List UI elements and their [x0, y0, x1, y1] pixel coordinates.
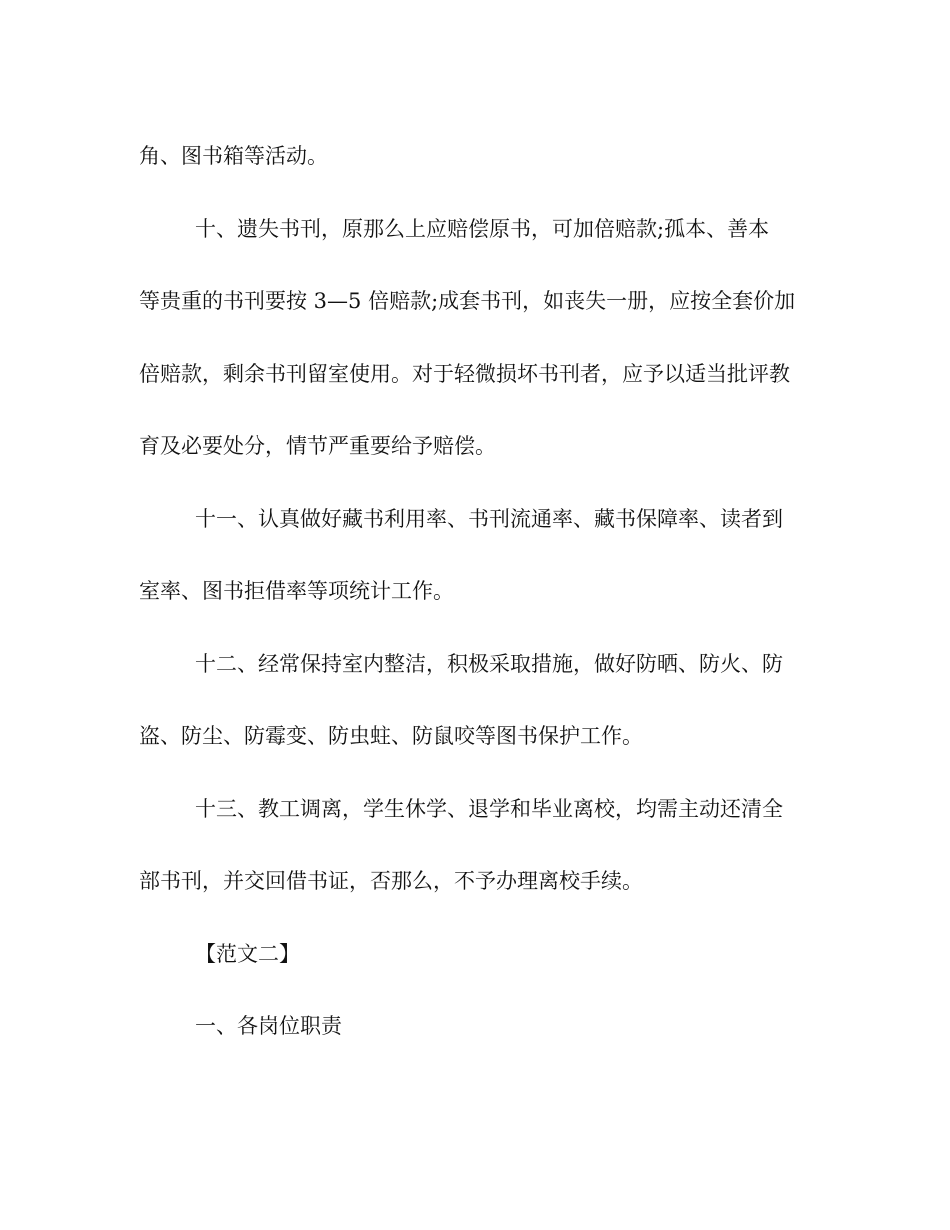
- paragraph-11-line-1: 十一、认真做好藏书利用率、书刊流通率、藏书保障率、读者到: [195, 506, 783, 531]
- paragraph-10-line-1: 十、遗失书刊，原那么上应赔偿原书，可加倍赔款;孤本、善本: [195, 216, 770, 241]
- paragraph-10-line-3: 倍赔款，剩余书刊留室使用。对于轻微损坏书刊者，应予以适当批评教: [139, 361, 790, 386]
- text-line: 角、图书箱等活动。: [139, 144, 328, 168]
- paragraph-12-line-2: 盗、防尘、防霉变、防虫蛀、防鼠咬等图书保护工作。: [139, 724, 643, 748]
- paragraph-12-line-1: 十二、经常保持室内整洁，积极采取措施，做好防晒、防火、防: [195, 651, 783, 676]
- section-heading-example-two: 【范文二】: [195, 941, 300, 966]
- paragraph-10-line-4: 育及必要处分，情节严重要给予赔偿。: [139, 434, 496, 458]
- subheading-post-duties: 一、各岗位职责: [195, 1014, 342, 1038]
- paragraph-13-line-2: 部书刊，并交回借书证，否那么，不予办理离校手续。: [139, 869, 643, 893]
- paragraph-10-line-2: 等贵重的书刊要按 3—5 倍赔款;成套书刊，如丧失一册，应按全套价加: [139, 289, 796, 313]
- document-body: [139, 134, 819, 1077]
- paragraph-11-line-2: 室率、图书拒借率等项统计工作。: [139, 579, 454, 603]
- paragraph-13-line-1: 十三、教工调离，学生休学、退学和毕业离校，均需主动还清全: [195, 796, 783, 821]
